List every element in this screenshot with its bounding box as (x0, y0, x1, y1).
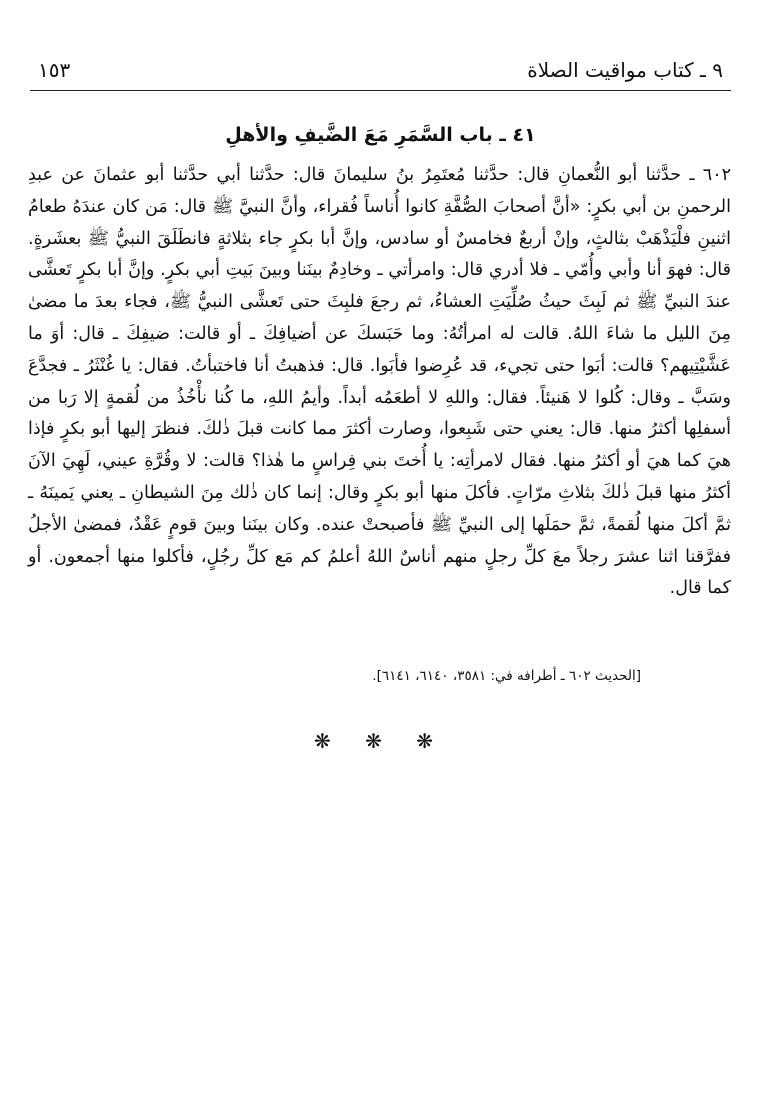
hadith-text: ٦٠٢ ـ حدَّثنا أبو النُّعمانِ قال: حدَّثنا مُعتَمِرُ بنُ سليمانَ قال: حدَّثنا أبي حدَّثنا أبو عثمانَ عن عبدِ الرحمنِ بن أبي بكرٍ: «أنَّ أصحابَ الصُّفَّةِ كانوا أُناساً فُقراء، وأنَّ النبيَّ ﷺ قال: مَن كان عندَهُ طعامُ اثنينِ فلْيَذْهَبْ بثالثٍ، وإنْ أربعٌ فخامسٌ أو سادس، وإنَّ أبا بكرٍ جاء بثلاثةٍ فانطَلَقَ النبيُّ ﷺ بعشَرةٍ. قال: فهوَ أنا وأبي وأُمّي ـ فلا أدري قال: وامرأتي ـ وخادِمٌ بينَنا وبينَ بَيتِ أبي بكرٍ. وإنَّ أبا بكرٍ تَعشَّى عندَ النبيِّ ﷺ ثم لَبِثَ حيثُ صُلِّيَتِ العشاءُ، ثم رجعَ فلبِثَ حتى تَعشَّى النبيُّ ﷺ، فجاء بعدَ ما مضىٰ مِنَ الليل ما شاءَ اللهُ. قالت له امرأتُهُ: وما حَبَسكَ عن أضيافِكَ ـ أو قالت: ضيفِكَ ـ قال: أوَ ما عَشَّيْتِيهم؟ قالت: أبَوا حتى تجيء، قد عُرِضوا فأبَوا. قال: فذهبتُ أنا فاختبأتُ. فقال: يا غُنْثَرُ ـ فجدَّعَ وسَبَّ ـ وقال: كُلوا لا هَنيئاً. فقال: واللهِ لا أطعَمُه أبداً. وأيمُ اللهِ، ما كُنا نأْخُذُ من لُقمةٍ إلا رَبا من أسفلِها أكثرُ منها. قال: يعني حتى شَبِعوا، وصارت أكثرَ مما كانت قبلَ ذٰلكَ. فنظرَ إليها أبو بكرٍ فإذا هيَ كما هيَ أو أكثرُ منها. فقال لامرأتِه: يا أُختَ بني فِراسٍ ما هٰذا؟ قالت: لا وقُرَّةِ عيني، لَهِيَ الآنَ أكثرُ منها قبلَ ذٰلكَ بثلاثِ مرّاتٍ. فأكلَ منها أبو بكرٍ وقال: إنما كان ذٰلك مِنَ الشيطانِ ـ يعني يَمينَهُ ـ ثمَّ أكلَ منها لُقمةً، ثمَّ حمَلَها إلى النبيِّ ﷺ فأصبحتْ عنده. وكان بينَنا وبينَ قومٍ عَقْدٌ، فمضىٰ الأجلُ ففرَّقنا اثنا عشرَ رجلاً معَ كلِّ رجلٍ منهم أناسٌ اللهُ أعلمُ كم مَع كلِّ رجُلٍ، فأكلوا منها أجمعون. أو كما قال. (28, 165, 731, 599)
chapter-title: ٩ ـ كتاب مواقيت الصلاة (527, 58, 723, 82)
hadith-body (28, 160, 731, 605)
running-header (30, 56, 731, 91)
section-separator: ❋ ❋ ❋ (314, 729, 447, 753)
hadith-reference-note: [الحديث ٦٠٢ ـ أطرافه في: ٣٥٨١، ٦١٤٠، ٦١٤١]. (372, 668, 641, 684)
page-number: ١٥٣ (38, 58, 71, 82)
section-title: ٤١ ـ باب السَّمَرِ مَعَ الضَّيفِ والأهلِ (225, 124, 536, 146)
